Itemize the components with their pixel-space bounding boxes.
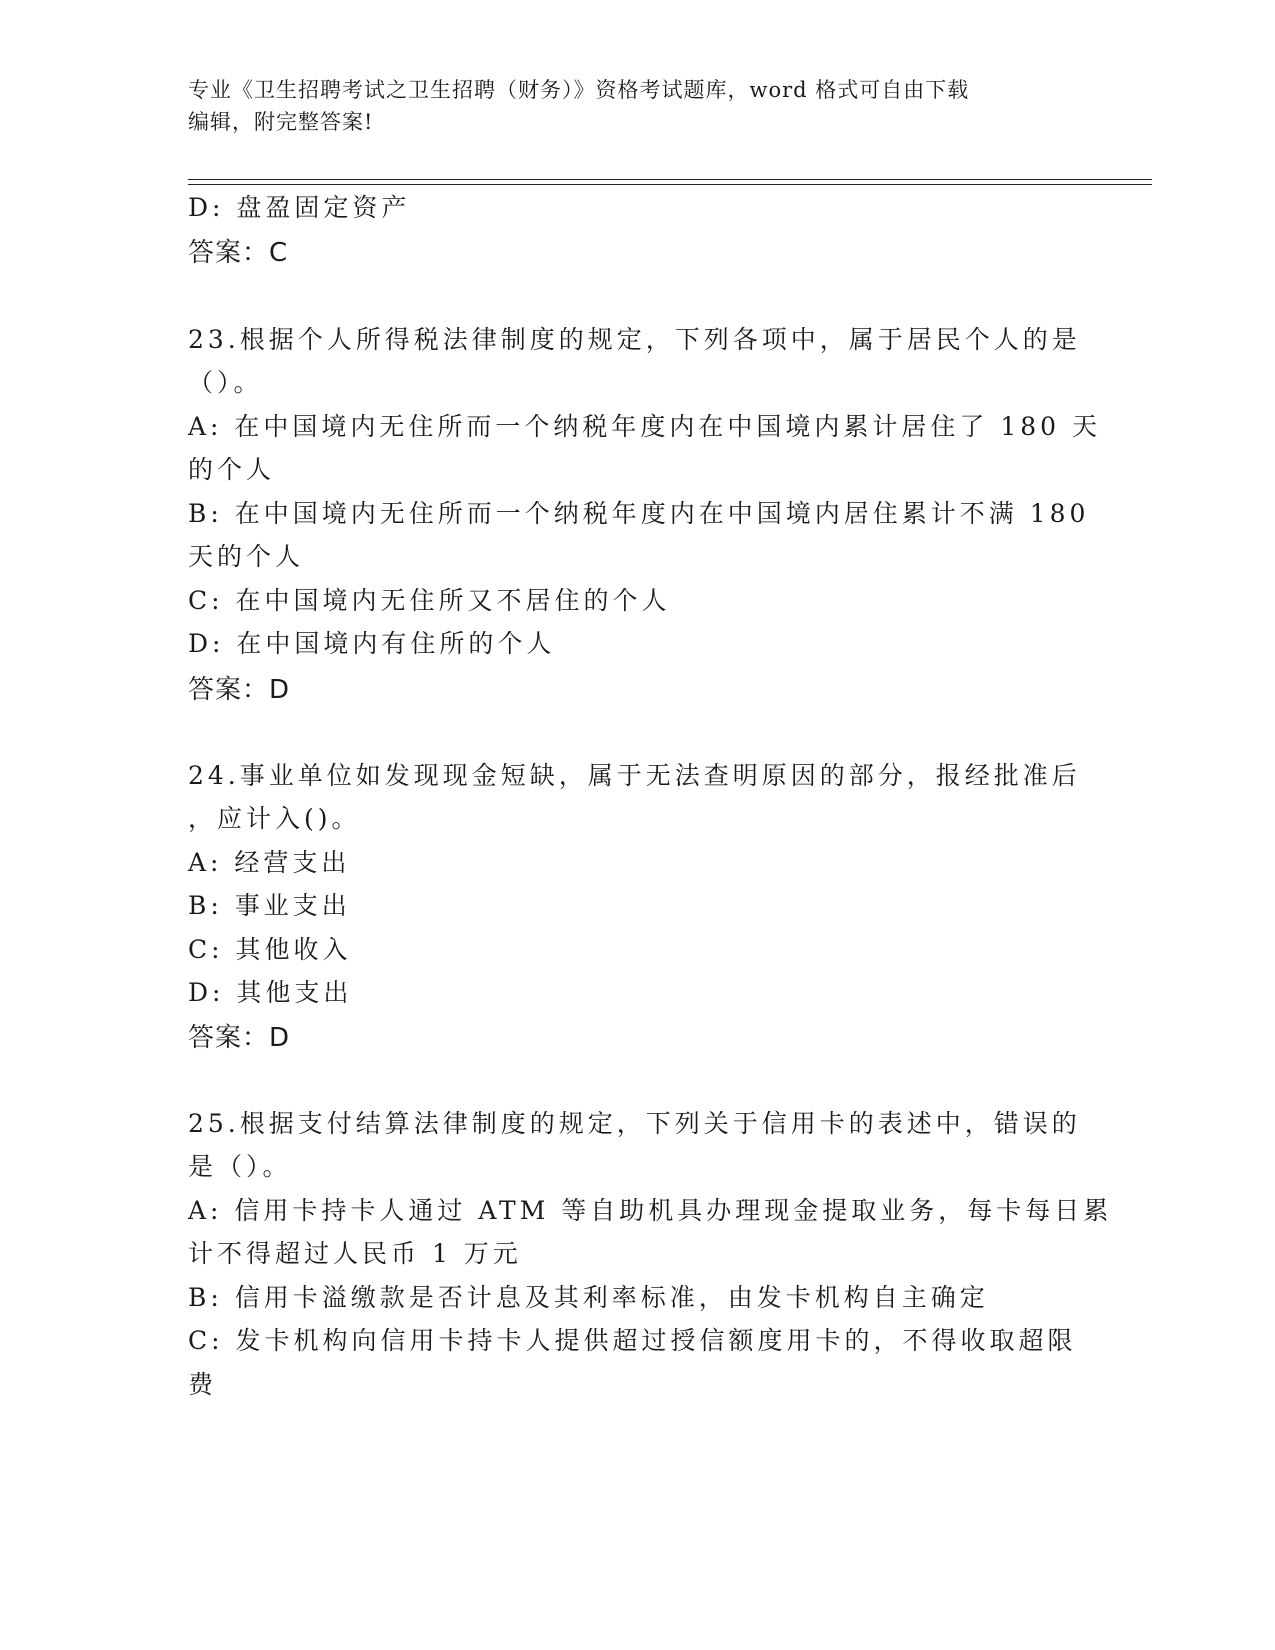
q23-option-c: C: 在中国境内无住所又不居住的个人 xyxy=(188,586,671,615)
prev-option-d: D: 盘盈固定资产 xyxy=(188,193,411,222)
q23-option-d: D: 在中国境内有住所的个人 xyxy=(188,629,556,658)
q25-option-a-line2: 计不得超过人民币 1 万元 xyxy=(188,1239,522,1268)
q25-option-c-line1: C: 发卡机构向信用卡持卡人提供超过授信额度用卡的，不得收取超限 xyxy=(188,1326,1077,1355)
q23-answer: 答案：D xyxy=(188,675,291,705)
q23-option-b-line2: 天的个人 xyxy=(188,542,305,571)
q23-option-b-line1: B: 在中国境内无住所而一个纳税年度内在中国境内居住累计不满 180 xyxy=(188,499,1090,528)
q24-answer: 答案：D xyxy=(188,1023,291,1053)
q24-stem-line1: 24.事业单位如发现现金短缺，属于无法查明原因的部分，报经批准后 xyxy=(188,761,1081,790)
q24-option-d: D: 其他支出 xyxy=(188,978,353,1007)
header-rule-bottom xyxy=(188,184,1152,185)
q25-stem-line2: 是（）。 xyxy=(188,1152,292,1181)
q24-stem-line2: ，应计入()。 xyxy=(188,804,361,833)
q25-option-c-line2: 费 xyxy=(188,1370,218,1399)
q24-option-a: A: 经营支出 xyxy=(188,848,351,877)
q24-option-b: B: 事业支出 xyxy=(188,891,351,920)
q23-stem-line1: 23.根据个人所得税法律制度的规定，下列各项中，属于居民个人的是 xyxy=(188,325,1081,354)
q25-option-a-line1: A: 信用卡持卡人通过 ATM 等自助机具办理现金提取业务，每卡每日累 xyxy=(188,1196,1113,1225)
q23-option-a-line1: A: 在中国境内无住所而一个纳税年度内在中国境内累计居住了 180 天 xyxy=(188,412,1102,441)
q24-option-c: C: 其他收入 xyxy=(188,935,352,964)
q25-stem-line1: 25.根据支付结算法律制度的规定，下列关于信用卡的表述中，错误的 xyxy=(188,1109,1081,1138)
q23-option-a-line2: 的个人 xyxy=(188,455,276,484)
header-line-1: 专业《卫生招聘考试之卫生招聘（财务）》资格考试题库，word 格式可自由下载 xyxy=(188,78,970,102)
prev-answer: 答案：C xyxy=(188,238,289,268)
header-line-2: 编辑，附完整答案! xyxy=(188,110,374,134)
q25-option-b: B: 信用卡溢缴款是否计息及其利率标准，由发卡机构自主确定 xyxy=(188,1283,989,1312)
q23-stem-line2: （）。 xyxy=(188,368,263,397)
header-rule-top xyxy=(188,179,1152,180)
document-header xyxy=(188,74,1068,138)
